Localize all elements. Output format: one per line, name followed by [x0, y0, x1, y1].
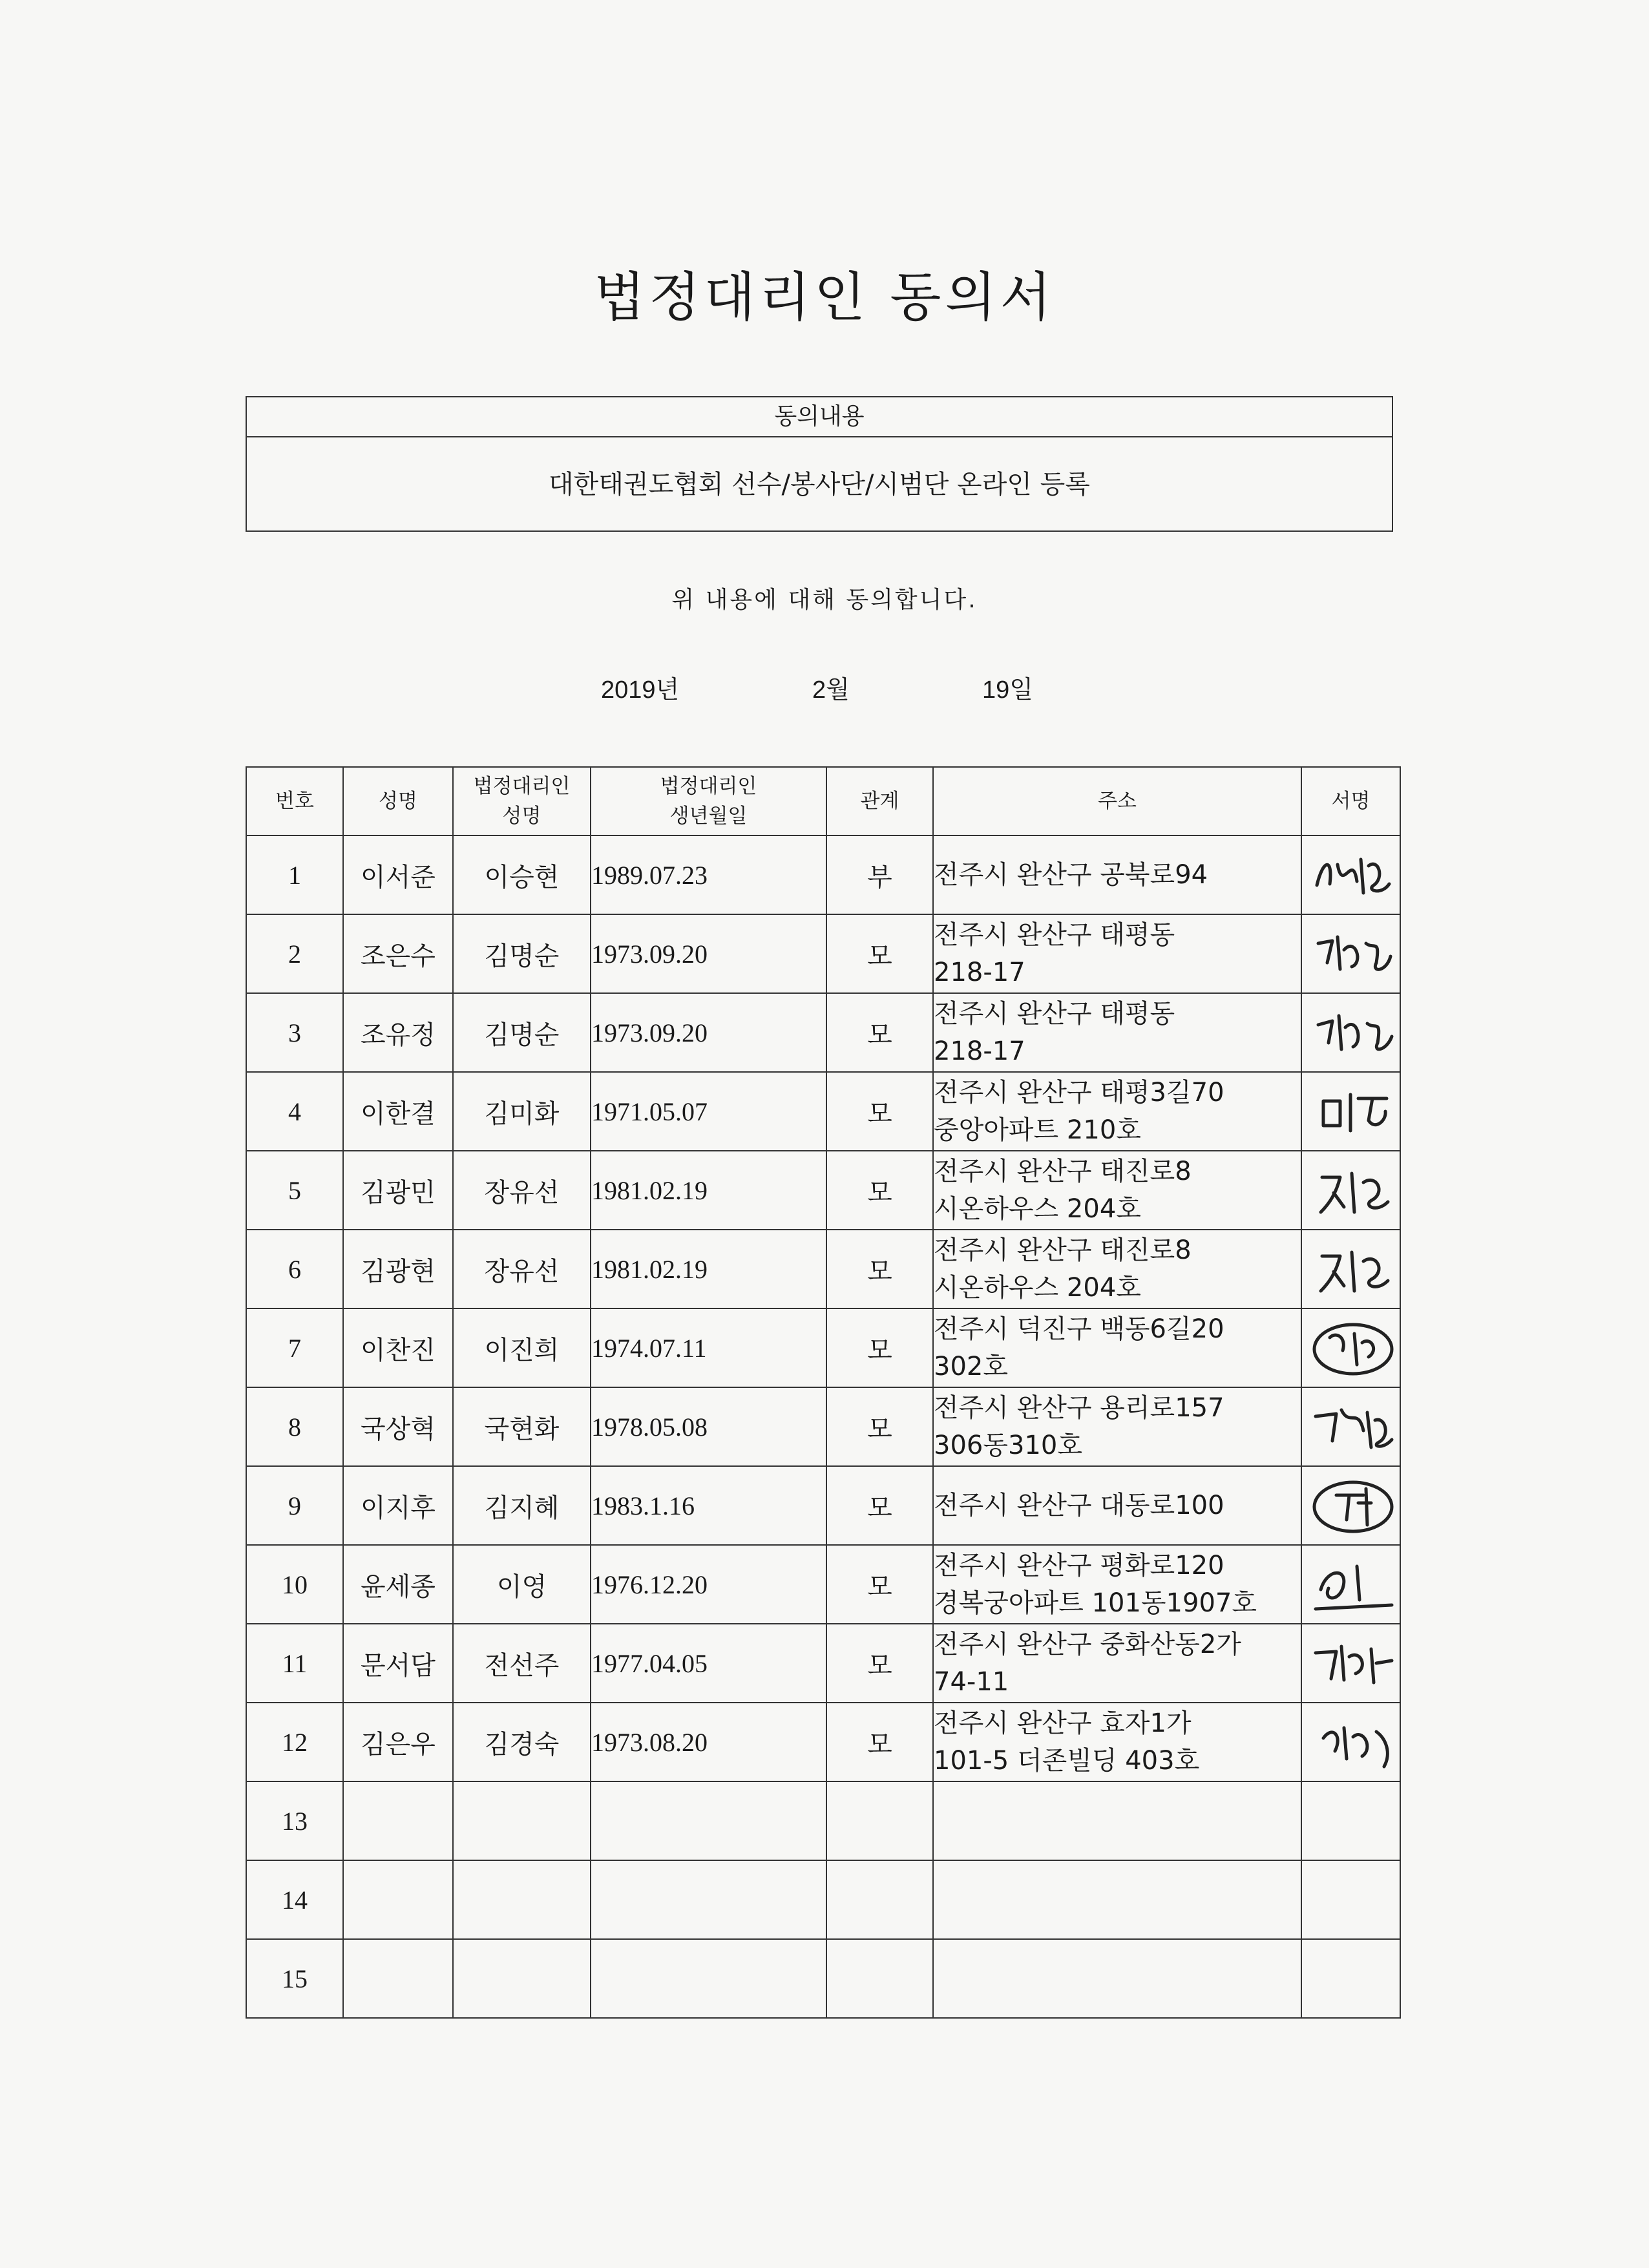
row-guardian-dob: 1973.09.20	[591, 993, 826, 1072]
row-signature	[1301, 1072, 1400, 1151]
table-row	[246, 1939, 1400, 2018]
consent-content: 대한태권도협회 선수/봉사단/시범단 온라인 등록	[549, 470, 1090, 499]
row-signature	[1301, 835, 1400, 914]
row-number: 14	[246, 1860, 343, 1939]
row-guardian-dob	[591, 1939, 826, 2018]
row-guardian-name: 김경숙	[453, 1703, 591, 1781]
row-address-line2: 중앙아파트 210호	[934, 1115, 1141, 1145]
row-address-line2: 218-17	[934, 958, 1025, 987]
handwritten-signature	[1304, 1706, 1398, 1778]
row-guardian-dob: 1971.05.07	[591, 1072, 826, 1151]
table-row	[246, 1308, 1400, 1387]
row-number: 1	[246, 835, 343, 914]
row-guardian-dob: 1989.07.23	[591, 835, 826, 914]
row-relation: 모	[826, 1624, 933, 1703]
row-relation: 모	[826, 1466, 933, 1545]
header-number: 번호	[246, 767, 343, 835]
row-signature	[1301, 1230, 1400, 1308]
row-relation: 모	[826, 1703, 933, 1781]
row-address-line1: 전주시 완산구 태진로8	[934, 1235, 1192, 1265]
row-guardian-name: 김미화	[453, 1072, 591, 1151]
table-row	[246, 1072, 1400, 1151]
table-row	[246, 1387, 1400, 1466]
signature-circle	[1314, 1325, 1392, 1374]
header-name: 성명	[343, 767, 453, 835]
row-name: 조유정	[343, 993, 453, 1072]
row-number: 13	[246, 1781, 343, 1860]
row-address	[933, 1466, 1301, 1545]
row-number: 2	[246, 914, 343, 993]
signature-stroke	[1323, 1728, 1387, 1767]
row-address-line1: 전주시 완산구 효자1가	[934, 1708, 1192, 1738]
row-number: 4	[246, 1072, 343, 1151]
row-guardian-dob: 1976.12.20	[591, 1545, 826, 1624]
consent-box	[246, 396, 1393, 532]
row-address-line1: 전주시 완산구 태진로8	[934, 1157, 1192, 1186]
row-address	[933, 835, 1301, 914]
row-address-line1: 전주시 덕진구 백동6길20	[934, 1314, 1224, 1344]
row-guardian-name	[453, 1781, 591, 1860]
row-guardian-name: 전선주	[453, 1624, 591, 1703]
row-relation	[826, 1860, 933, 1939]
row-signature	[1301, 1781, 1400, 1860]
row-signature	[1301, 1939, 1400, 2018]
row-name	[343, 1860, 453, 1939]
table-row	[246, 1860, 1400, 1939]
row-signature	[1301, 1151, 1400, 1230]
row-address	[933, 1860, 1301, 1939]
row-address-line1: 전주시 완산구 대동로100	[934, 1491, 1224, 1520]
row-guardian-name: 김지혜	[453, 1466, 591, 1545]
row-relation: 모	[826, 1151, 933, 1230]
header-guardian-dob	[591, 767, 826, 835]
row-address	[933, 1939, 1301, 2018]
signature-stroke	[1321, 1252, 1388, 1291]
row-address-line1: 전주시 완산구 태평동	[934, 920, 1175, 950]
row-guardian-dob: 1983.1.16	[591, 1466, 826, 1545]
row-name	[343, 1781, 453, 1860]
row-guardian-name: 이승현	[453, 835, 591, 914]
row-signature	[1301, 1387, 1400, 1466]
row-relation	[826, 1939, 933, 2018]
row-number: 10	[246, 1545, 343, 1624]
row-name: 이한결	[343, 1072, 453, 1151]
table-header-row	[246, 767, 1400, 835]
row-relation: 모	[826, 1308, 933, 1387]
row-number: 12	[246, 1703, 343, 1781]
row-address	[933, 1072, 1301, 1151]
handwritten-signature	[1304, 918, 1398, 990]
row-number: 5	[246, 1151, 343, 1230]
row-guardian-dob: 1973.09.20	[591, 914, 826, 993]
row-signature	[1301, 1703, 1400, 1781]
row-address	[933, 1703, 1301, 1781]
row-signature	[1301, 1624, 1400, 1703]
row-signature	[1301, 1466, 1400, 1545]
row-address-line1: 전주시 완산구 중화산동2가	[934, 1630, 1241, 1659]
row-name: 문서담	[343, 1624, 453, 1703]
date-month: 2월	[812, 677, 850, 704]
handwritten-signature	[1304, 1154, 1398, 1226]
header-address: 주소	[933, 767, 1301, 835]
row-guardian-dob: 1977.04.05	[591, 1624, 826, 1703]
row-name: 국상혁	[343, 1387, 453, 1466]
handwritten-signature	[1304, 1469, 1398, 1542]
signature-stroke	[1316, 1566, 1392, 1609]
row-signature	[1301, 1860, 1400, 1939]
header-guardian-dob-line1: 법정대리인	[660, 775, 757, 798]
header-guardian-dob-line2: 생년월일	[669, 804, 748, 828]
handwritten-signature	[1304, 839, 1398, 911]
handwritten-signature	[1304, 1075, 1398, 1148]
row-signature	[1301, 1308, 1400, 1387]
handwritten-signature	[1304, 1312, 1398, 1384]
row-relation: 모	[826, 1545, 933, 1624]
guardian-consent-table	[246, 766, 1401, 2019]
row-guardian-dob	[591, 1860, 826, 1939]
row-address	[933, 1230, 1301, 1308]
row-name	[343, 1939, 453, 2018]
row-number: 11	[246, 1624, 343, 1703]
row-number: 3	[246, 993, 343, 1072]
row-guardian-name	[453, 1860, 591, 1939]
handwritten-signature	[1304, 996, 1398, 1069]
table-row	[246, 914, 1400, 993]
signature-stroke	[1316, 1646, 1392, 1683]
row-relation: 모	[826, 1072, 933, 1151]
table-row	[246, 1781, 1400, 1860]
row-name: 이지후	[343, 1466, 453, 1545]
row-number: 6	[246, 1230, 343, 1308]
handwritten-signature	[1304, 1627, 1398, 1699]
row-guardian-dob	[591, 1781, 826, 1860]
table-row	[246, 835, 1400, 914]
row-guardian-dob: 1974.07.11	[591, 1308, 826, 1387]
row-address-line1: 전주시 완산구 태평3길70	[934, 1078, 1224, 1108]
row-address	[933, 1151, 1301, 1230]
row-name: 윤세종	[343, 1545, 453, 1624]
row-guardian-name: 이영	[453, 1545, 591, 1624]
row-address-line2: 시온하우스 204호	[934, 1273, 1141, 1303]
header-guardian-name-line1: 법정대리인	[473, 775, 571, 798]
row-address-line1: 전주시 완산구 공북로94	[934, 860, 1208, 890]
handwritten-signature	[1304, 1233, 1398, 1305]
row-number: 9	[246, 1466, 343, 1545]
row-address-line1: 전주시 완산구 용리로157	[934, 1393, 1224, 1423]
row-guardian-name: 김명순	[453, 914, 591, 993]
row-guardian-dob: 1973.08.20	[591, 1703, 826, 1781]
table-row	[246, 1703, 1400, 1781]
header-guardian-name	[453, 767, 591, 835]
table-body	[246, 835, 1400, 2018]
row-relation: 부	[826, 835, 933, 914]
date-day: 19일	[982, 677, 1033, 704]
signature-stroke	[1318, 1016, 1392, 1049]
row-signature	[1301, 1545, 1400, 1624]
row-name: 김광민	[343, 1151, 453, 1230]
row-address-line1: 전주시 완산구 태평동	[934, 999, 1175, 1029]
header-signature: 서명	[1301, 767, 1400, 835]
row-guardian-name	[453, 1939, 591, 2018]
row-address	[933, 1624, 1301, 1703]
row-relation: 모	[826, 914, 933, 993]
row-address-line2: 시온하우스 204호	[934, 1194, 1141, 1224]
row-guardian-name: 장유선	[453, 1151, 591, 1230]
row-address	[933, 914, 1301, 993]
consent-heading: 동의내용	[247, 397, 1392, 437]
document-title: 법정대리인 동의서	[594, 267, 1055, 328]
row-address	[933, 1387, 1301, 1466]
row-relation: 모	[826, 1387, 933, 1466]
table-row	[246, 1545, 1400, 1624]
table-row	[246, 1230, 1400, 1308]
signature-stroke	[1316, 1410, 1392, 1447]
row-address-line2: 302호	[934, 1352, 1008, 1381]
row-address	[933, 1545, 1301, 1624]
row-guardian-dob: 1978.05.08	[591, 1387, 826, 1466]
table-row	[246, 1151, 1400, 1230]
row-guardian-name: 국현화	[453, 1387, 591, 1466]
table-row	[246, 993, 1400, 1072]
row-relation: 모	[826, 1230, 933, 1308]
row-name: 김은우	[343, 1703, 453, 1781]
row-name: 김광현	[343, 1230, 453, 1308]
row-number: 8	[246, 1387, 343, 1466]
row-address-line2: 218-17	[934, 1036, 1025, 1066]
row-number: 15	[246, 1939, 343, 2018]
row-relation	[826, 1781, 933, 1860]
row-signature	[1301, 914, 1400, 993]
row-address	[933, 993, 1301, 1072]
row-address	[933, 1308, 1301, 1387]
row-relation: 모	[826, 993, 933, 1072]
row-guardian-name: 이진희	[453, 1308, 591, 1387]
signature-stroke	[1321, 1173, 1388, 1212]
signature-stroke	[1317, 859, 1389, 893]
row-signature	[1301, 993, 1400, 1072]
agreement-statement: 위 내용에 대해 동의합니다.	[671, 587, 978, 613]
row-address-line2: 경복궁아파트 101동1907호	[934, 1588, 1257, 1618]
row-address	[933, 1781, 1301, 1860]
signature-stroke	[1330, 1334, 1374, 1365]
signature-stroke	[1318, 937, 1391, 969]
table-row	[246, 1624, 1400, 1703]
row-guardian-name: 장유선	[453, 1230, 591, 1308]
header-guardian-name-line2: 성명	[502, 804, 541, 828]
row-guardian-dob: 1981.02.19	[591, 1151, 826, 1230]
signature-stroke	[1323, 1095, 1387, 1131]
row-address-line2: 74-11	[934, 1667, 1009, 1697]
row-number: 7	[246, 1308, 343, 1387]
header-relation: 관계	[826, 767, 933, 835]
handwritten-signature	[1304, 1391, 1398, 1463]
table-row	[246, 1466, 1400, 1545]
row-name: 조은수	[343, 914, 453, 993]
signature-circle	[1314, 1482, 1392, 1531]
row-address-line2: 101-5 더존빌딩 403호	[934, 1746, 1200, 1776]
row-address-line1: 전주시 완산구 평화로120	[934, 1551, 1224, 1580]
row-name: 이서준	[343, 835, 453, 914]
date-year: 2019년	[601, 677, 680, 704]
row-name: 이찬진	[343, 1308, 453, 1387]
row-guardian-dob: 1981.02.19	[591, 1230, 826, 1308]
handwritten-signature	[1304, 1548, 1398, 1621]
row-guardian-name: 김명순	[453, 993, 591, 1072]
signature-stroke	[1336, 1489, 1371, 1525]
row-address-line2: 306동310호	[934, 1431, 1082, 1460]
